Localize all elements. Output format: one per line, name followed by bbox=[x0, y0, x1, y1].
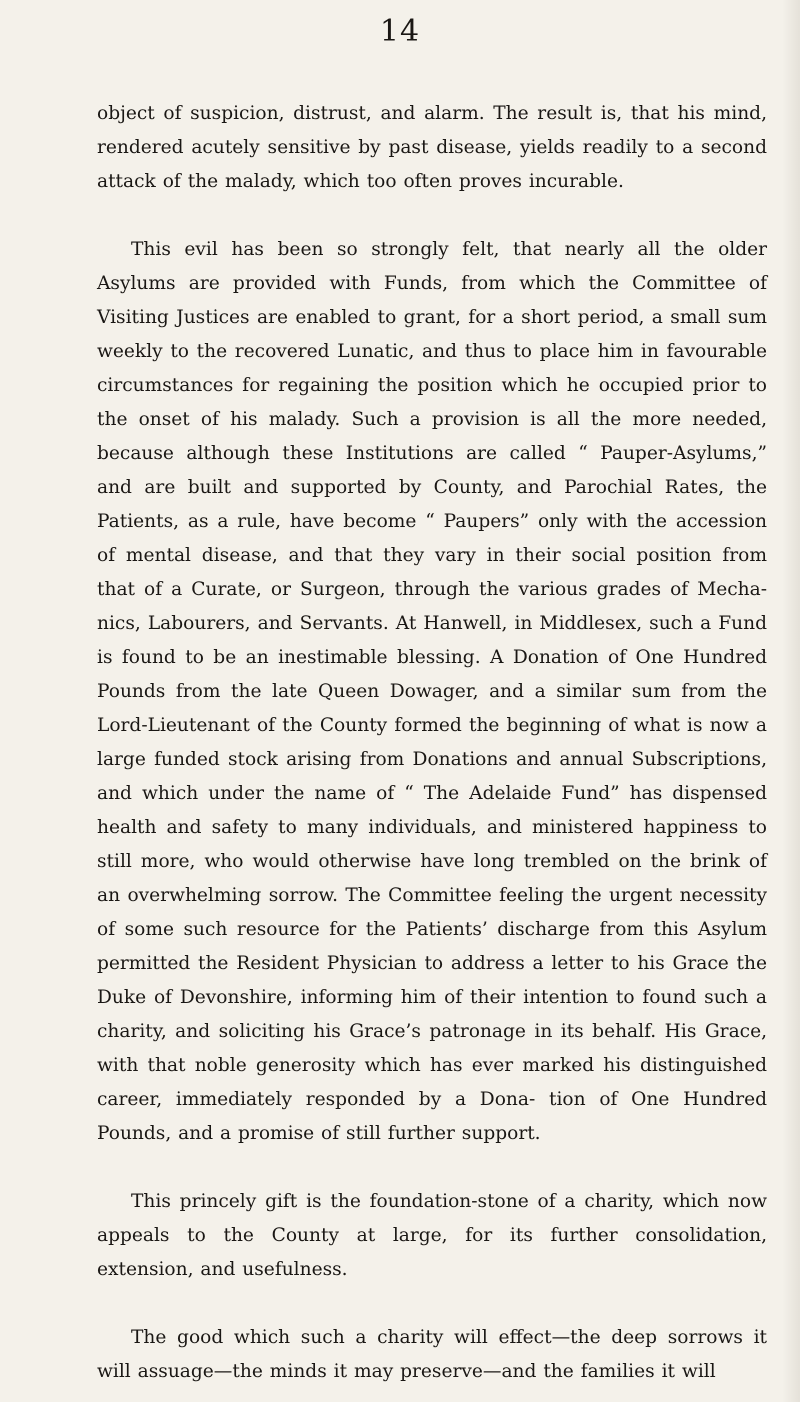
paragraph-princely-gift: This princely gift is the foundation-stone of a charity, which now appeals to the County at large, for its further consolidation, extension, and usefulness. bbox=[97, 1191, 767, 1280]
paragraph-continuation: object of suspicion, distrust, and alarm. The result is, that his mind, rendered acutely sensitive by past disease, yields readily to a second attack of the malady, which too often proves incurable. bbox=[97, 103, 767, 192]
page-number: 14 bbox=[379, 14, 421, 49]
paragraph-asylum-funds: This evil has been so strongly felt, that nearly all the older Asylums are provided with Funds, from which the Committee of Visiting Justices are enabled to grant, for a short period, a small sum weekly to the recovered Lunatic, and thus to place him in favourable circumstances for regaining the position which he occupied prior to the onset of his malady. Such a provision is all the more needed, because although these Institutions are called “ Pauper-Asylums,” and are built and supported by County, and Parochial Rates, the Patients, as a rule, have become “ Paupers” only with the accession of mental disease, and that they vary in their social position from that of a Curate, or Surgeon, through the various grades of Mecha- nics, Labourers, and Servants. At Hanwell, in Middlesex, such a Fund is found to be an inestimable blessing. A Donation of One Hundred Pounds from the late Queen Dowager, and a similar sum from the Lord-Lieutenant of the County formed the beginning of what is now a large funded stock arising from Donations and annual Subscriptions, and which under the name of “ The Adelaide Fund” has dispensed health and safety to many individuals, and ministered happiness to still more, who would otherwise have long trembled on the brink of an overwhelming sorrow. The Committee feeling the urgent necessity of some such resource for the Patients’ discharge from this Asylum permitted the Resident Physician to address a letter to his Grace the Duke of Devonshire, informing him of their intention to found such a charity, and soliciting his Grace’s patronage in its behalf. His Grace, with that noble generosity which has ever marked his distinguished career, immediately responded by a Dona- tion of One Hundred Pounds, and a promise of still further support. bbox=[97, 239, 767, 1144]
page-edge-shadow bbox=[782, 0, 800, 1402]
paragraph-charity-good: The good which such a charity will effect—the deep sorrows it will assuage—the minds it may preserve—and the families it will bbox=[97, 1327, 767, 1382]
body-text bbox=[97, 97, 767, 1389]
